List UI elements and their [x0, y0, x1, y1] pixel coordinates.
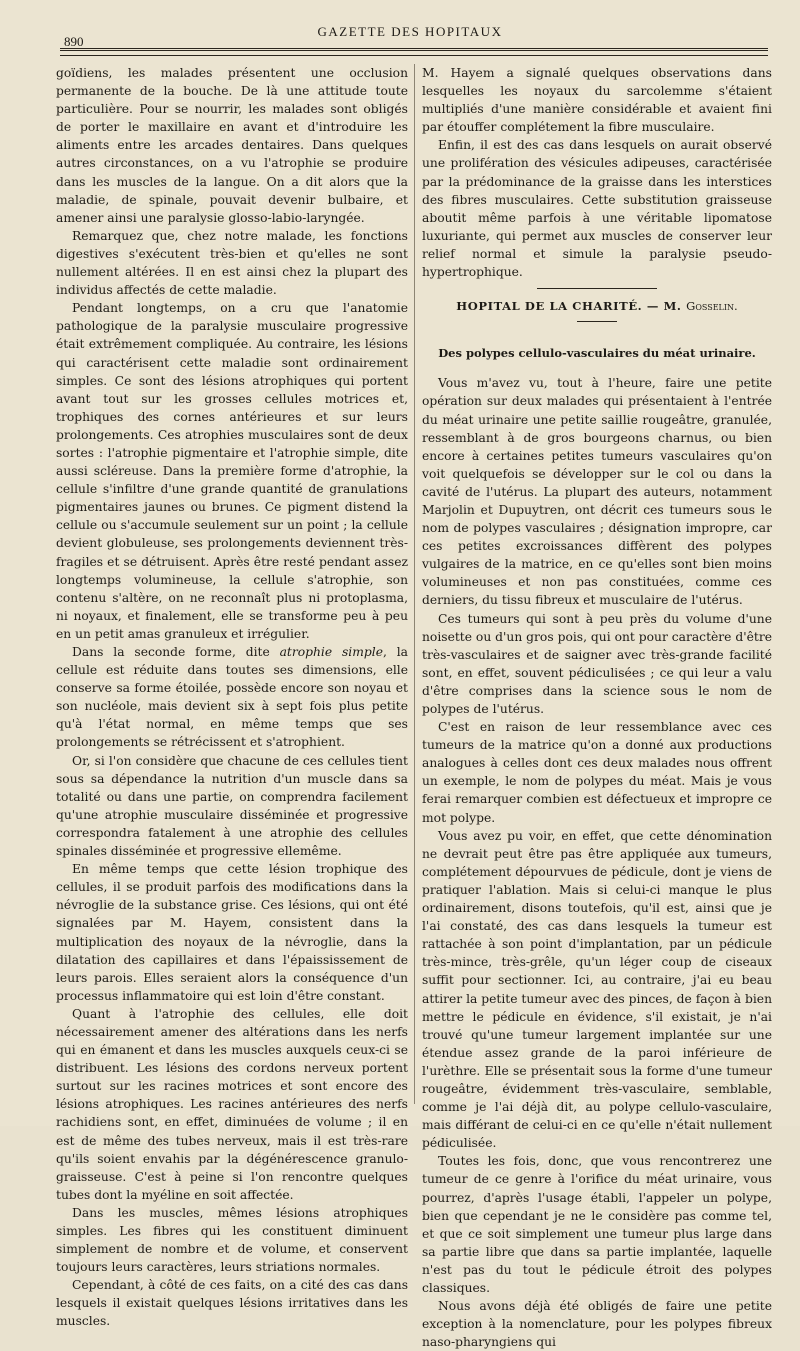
paragraph: M. Hayem a signalé quelques observations dans lesquelles les noyaux du sarcolemme s'étaient multipliés d'une manière considérable et avaient fini par étouffer complétement la fibre musculaire. — [422, 66, 772, 135]
paragraph: Vous avez pu voir, en effet, que cette dénomination ne devrait peut être pas être appliquée aux tumeurs, complétement dépourvues de pédicule, dont je viens de pratiquer l'ablation. Mais si celui-ci manque le plus ordinairement, disons toutefois, qu'il est, ainsi que je l'ai constaté, des cas dans lesquels la tumeur est rattachée à son point d'implantation, par un pédicule très-mince, très-grêle, qu'un léger coup de ciseaux suffit pour sectionner. Ici, au contraire, j'ai eu beau attirer la petite tumeur avec des pinces, de façon à bien mettre le pédicule en évidence, s'il existait, je n'ai trouvé qu'une tumeur largement implantée sur une étendue assez grande de la paroi inférieure de l'urèthre. Elle se présentait sous la forme d'une tumeur rougeâtre, évidemment très-vasculaire, semblable, comme je l'ai déjà dit, au polype cellulo-vasculaire, mais différant de celui-ci en ce qu'elle n'était nullement pédiculisée. — [422, 828, 772, 1151]
page-number: 890 — [64, 34, 84, 49]
section-heading: HOPITAL DE LA CHARITÉ. — M. Gosselin. — [456, 299, 738, 314]
journal-title: GAZETTE DES HOPITAUX — [317, 24, 503, 39]
header-rule-thin — [60, 55, 768, 56]
emphasis: atrophie simple — [279, 645, 383, 659]
paragraph: Remarquez que, chez notre malade, les fonctions digestives s'exécutent très-bien et qu'elles ne sont nullement altérées. Il en est ainsi chez la plupart des individus affectés de cette maladie. — [56, 228, 408, 298]
paragraph: Dans les muscles, mêmes lésions atrophiques simples. Les fibres qui les constituent diminuent simplement de nombre et de volume, et conservent toujours leurs caractères, leurs striations normales. — [56, 1205, 408, 1275]
right-column — [422, 64, 772, 1351]
paragraph: Toutes les fois, donc, que vous rencontrerez une tumeur de ce genre à l'orifice du méat urinaire, vous pourrez, d'après l'usage établi, l'appeler un polype, bien que cependant je ne le considère pas comme tel, et que ce soit simplement une tumeur plus large dans sa partie libre que dans sa partie implantée, laquelle n'est pas du tout le pédicule étroit des polypes classiques. — [422, 1154, 772, 1295]
paragraph: Pendant longtemps, on a cru que l'anatomie pathologique de la paralysie musculaire progressive était extrêmement compliquée. Au contraire, les lésions qui caractérisent cette maladie sont ordinairement simples. Ce sont des lésions atrophiques qui portent avant tout sur les grosses cellules motrices et, trophiques des cornes antérieures et sur leurs prolongements. Ces atrophies musculaires sont de deux sortes : l'atrophie pigmentaire et l'atrophie simple, dite aussi scléreuse. Dans la première forme d'atrophie, la cellule s'infiltre d'une grande quantité de granulations pigmentaires jaunes ou brunes. Ce pigment distend la cellule ou s'accumule seulement sur un point ; la cellule devient globuleuse, ses prolongements deviennent très-fragiles et se détruisent. Après être resté pendant assez longtemps volumineuse, la cellule s'atrophie, son contenu s'altère, on ne reconnaît plus ni protoplasma, ni noyaux, et finalement, elle se transforme peu à peu en un petit amas granuleux et irrégulier. — [56, 301, 408, 641]
header-rule — [60, 48, 768, 51]
paragraph: Or, si l'on considère que chacune de ces cellules tient sous sa dépendance la nutrition d'un muscle dans sa totalité ou dans une partie, on comprendra facilement qu'une atrophie musculaire disséminée et progressive correspondra fatalement à une atrophie des cellules spinales disséminée et progressive ellemême. — [56, 753, 408, 859]
author-name: Gosselin. — [686, 299, 738, 314]
lecture-title: Des polypes cellulo-vasculaires du méat urinaire. — [438, 346, 756, 361]
page-header — [60, 22, 768, 48]
paragraph: C'est en raison de leur ressemblance avec ces tumeurs de la matrice qu'on a donné aux productions analogues à celles dont ces deux malades nous offrent un exemple, le nom de polypes du méat. Mais je vous ferai remarquer combien est défectueux et impropre ce mot polype. — [422, 720, 772, 825]
column-divider — [414, 64, 415, 1104]
paragraph: En même temps que cette lésion trophique des cellules, il se produit parfois des modifications dans la névroglie de la substance grise. Ces lésions, qui ont été signalées par M. Hayem, consistent dans la multiplication des noyaux de la névroglie, dans la dilatation des capillaires et dans l'épaississement de leurs parois. Elles seraient alors la conséquence d'un processus inflammatoire qui est loin d'être constant. — [56, 862, 408, 1003]
paragraph: Enfin, il est des cas dans lesquels on aurait observé une prolifération des vésicules adipeuses, caractérisée par la prédominance de la graisse dans les interstices des fibres musculaires. Cette substitution graisseuse aboutit même parfois à une véritable lipomatose luxuriante, qui permet aux muscles de conserver leur relief normal et simule la paralysie pseudo-hypertrophique. — [422, 138, 772, 280]
paragraph: Ces tumeurs qui sont à peu près du volume d'une noisette ou d'un gros pois, qui ont pour caractère d'être très-vasculaires et de saigner avec très-grande facilité sont, en effet, souvent pédiculisées ; ce qui leur a valu d'être comprises dans la science sous le nom de polypes de l'utérus. — [422, 611, 772, 716]
section-separator — [537, 288, 657, 289]
short-rule — [577, 321, 617, 322]
left-column — [56, 64, 408, 1331]
paragraph: Nous avons déjà été obligés de faire une petite exception à la nomenclature, pour les polypes fibreux naso-pharyngiens qui — [422, 1299, 772, 1350]
paragraph-atrophie-simple: Dans la seconde forme, dite atrophie simple, la cellule est réduite dans toutes ses dimensions, elle conserve sa forme étoilée, possède encore son noyau et son nucléole, mais devient six à sept fois plus petite qu'à l'état normal, en même temps que ses prolongements se rétrécissent et s'atrophient. — [56, 645, 408, 750]
paragraph: Vous m'avez vu, tout à l'heure, faire une petite opération sur deux malades qui présentaient à l'entrée du méat urinaire une petite saillie rougeâtre, granulée, ressemblant à de gros bourgeons charnus, ou bien encore à certaines petites tumeurs vasculaires qu'on voit quelquefois se développer sur le col ou dans la cavité de l'utérus. La plupart des auteurs, notamment Marjolin et Dupuytren, ont décrit ces tumeurs sous le nom de polypes vasculaires ; désignation impropre, car ces petites excroissances diffèrent des polypes vulgaires de la matrice, en ce qu'elles sont bien moins volumineuses et non pas constituées, comme ces derniers, du tissu fibreux et musculaire de l'utérus. — [422, 376, 772, 608]
paragraph: goïdiens, les malades présentent une occlusion permanente de la bouche. De là une attitude toute particulière. Pour se nourrir, les malades sont obligés de porter le maxillaire en avant et d'introduire les aliments entre les arcades dentaires. Dans quelques autres circonstances, on a vu l'atrophie se produire dans les muscles de la langue. On a dit alors que la maladie, de spinale, pouvait devenir bulbaire, et amener ainsi une paralysie glosso-labio-laryngée. — [56, 66, 408, 225]
paragraph: Quant à l'atrophie des cellules, elle doit nécessairement amener des altérations dans les nerfs qui en émanent et dans les muscles auxquels ceux-ci se distribuent. Les lésions des cordons nerveux portent surtout sur les racines motrices et sont encore des lésions atrophiques. Les racines antérieures des nerfs rachidiens sont, en effet, diminuées de volume ; il en est de même des tubes nerveux, mais il est très-rare qu'ils soient envahis par la dégénérescence granulo-graisseuse. C'est à peine si l'on rencontre quelques tubes dont la myéline en soit affectée. — [56, 1006, 408, 1202]
paragraph: Cependant, à côté de ces faits, on a cité des cas dans lesquels il existait quelques lésions irritatives dans les muscles. — [56, 1278, 408, 1329]
